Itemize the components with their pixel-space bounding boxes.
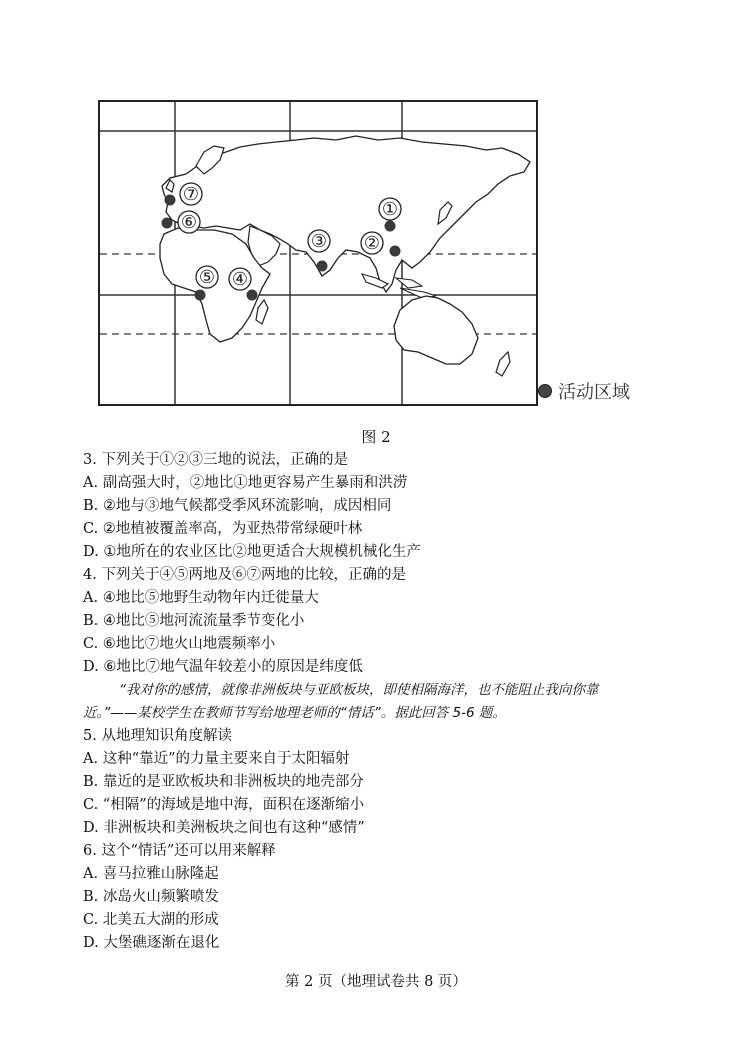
option-b: B. 冰岛火山频繁喷发 [83,889,219,905]
new-zealand [496,352,510,376]
option-b: B. ④地比⑤地河流流量季节变化小 [83,613,305,629]
question-6 [83,840,683,955]
svg-text:④: ④ [231,269,249,290]
question-block [83,449,683,955]
option-d: D. ①地所在的农业区比②地更适合大规模机械化生产 [83,544,421,560]
option-c: C. 北美五大湖的形成 [83,912,219,928]
question-stem: 5. 从地理知识角度解读 [83,728,232,744]
legend-dot-icon [538,384,552,398]
question-stem: 4. 下列关于④⑤两地及⑥⑦两地的比较，正确的是 [83,567,406,583]
map-legend [538,378,630,404]
reading-passage [83,679,683,725]
map-graphic [100,102,536,404]
svg-text:③: ③ [310,231,328,252]
legend-label: 活动区域 [558,382,630,403]
svg-text:②: ② [363,233,381,254]
question-stem: 6. 这个“情话”还可以用来解释 [83,843,276,859]
marker-3 [308,230,330,272]
page-footer: 第 2 页（地理试卷共 8 页） [285,974,467,990]
figure-caption: 图 2 [361,428,391,446]
option-d: D. ⑥地比⑦地气温年较差小的原因是纬度低 [83,659,363,675]
option-a: A. ④地比⑤地野生动物年内迁徙量大 [83,590,319,606]
option-c: C. “相隔”的海域是地中海，面积在逐渐缩小 [83,797,365,813]
option-c: C. ②地植被覆盖率高，为亚热带常绿硬叶林 [83,521,363,537]
passage-line-1: “我对你的感情，就像非洲板块与亚欧板块，即使相隔海洋，也不能阻止我向你靠 [119,682,599,698]
svg-text:⑤: ⑤ [198,267,216,288]
question-3 [83,449,683,564]
option-b: B. ②地与③地气候都受季风环流影响，成因相同 [83,498,392,514]
australia [394,296,478,364]
svg-text:⑥: ⑥ [180,212,198,233]
question-4 [83,564,683,679]
option-b: B. 靠近的是亚欧板块和非洲板块的地壳部分 [83,774,364,790]
option-d: D. 非洲板块和美洲板块之间也有这种“感情” [83,820,365,836]
option-a: A. 副高强大时，②地比①地更容易产生暴雨和洪涝 [83,475,408,491]
world-map-figure [98,100,538,406]
passage-line-2: 近。”——某校学生在教师节写给地理老师的“情话”。据此回答 5-6 题。 [83,705,506,721]
svg-text:⑦: ⑦ [182,184,200,205]
svg-text:①: ① [381,199,399,220]
option-d: D. 大堡礁逐渐在退化 [83,935,220,951]
question-stem: 3. 下列关于①②③三地的说法，正确的是 [83,452,348,468]
option-c: C. ⑥地比⑦地火山地震频率小 [83,636,276,652]
madagascar [256,300,268,324]
option-a: A. 喜马拉雅山脉隆起 [83,866,219,882]
question-5 [83,725,683,840]
option-a: A. 这种“靠近”的力量主要来自于太阳辐射 [83,751,350,767]
